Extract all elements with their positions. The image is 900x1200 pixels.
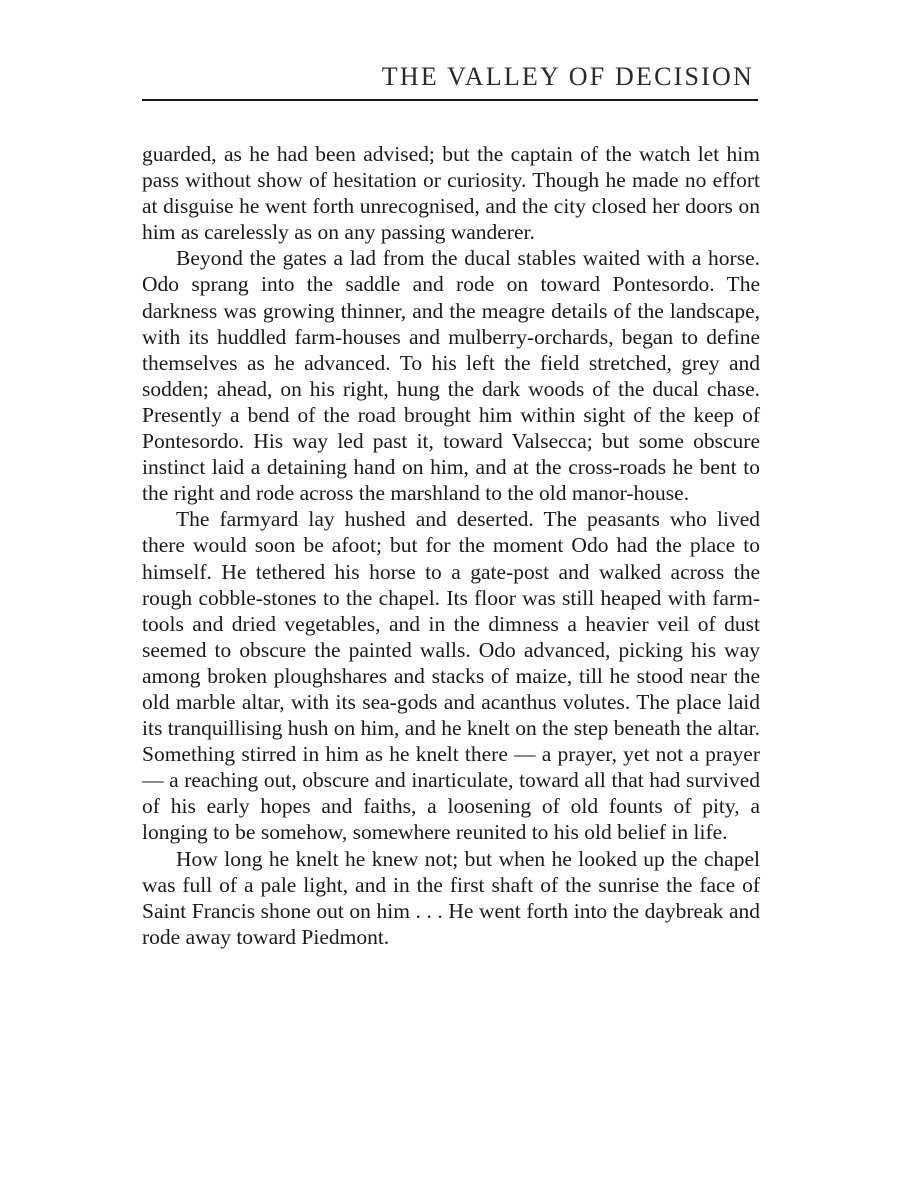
header-rule bbox=[142, 99, 758, 101]
paragraph: Beyond the gates a lad from the ducal stables waited with a horse. Odo sprang into the saddle and rode on toward Pontesordo. The darkness was growing thinner, and the meagre details of the landscape, with its huddled farm-houses and mulberry-orchards, began to define themselves as he advanced. To his left the field stretched, grey and sodden; ahead, on his right, hung the dark woods of the ducal chase. Presently a bend of the road brought him within sight of the keep of Pontesordo. His way led past it, toward Valsecca; but some obscure instinct laid a detaining hand on him, and at the cross-roads he bent to the right and rode across the marshland to the old manor-house. bbox=[142, 246, 760, 506]
paragraph-continued: guarded, as he had been advised; but the captain of the watch let him pass without show of hesitation or curiosity. Though he made no effort at disguise he went forth unrecognised, and the city closed her doors on him as carelessly as on any passing wanderer. bbox=[142, 142, 760, 245]
paragraph: How long he knelt he knew not; but when he looked up the chapel was full of a pale light, and in the first shaft of the sunrise the face of Saint Francis shone out on him . . . He went forth into the daybreak and rode away toward Piedmont. bbox=[142, 846, 760, 949]
body-text bbox=[142, 141, 760, 950]
running-head: THE VALLEY OF DECISION bbox=[381, 62, 754, 91]
paragraph: The farmyard lay hushed and deserted. The peasants who lived there would soon be afoot; but for the moment Odo had the place to himself. He tethered his horse to a gate-post and walked across the rough cobble-stones to the chapel. Its floor was still heaped with farm-tools and dried vegetables, and in the dimness a heavier veil of dust seemed to obscure the painted walls. Odo advanced, picking his way among broken ploughshares and stacks of maize, till he stood near the old marble altar, with its sea-gods and acanthus volutes. The place laid its tranquillising hush on him, and he knelt on the step beneath the altar. Something stirred in him as he knelt there — a prayer, yet not a prayer — a reaching out, obscure and inarticulate, toward all that had survived of his early hopes and faiths, a loosening of old founts of pity, a longing to be somehow, somewhere reunited to his old belief in life. bbox=[142, 507, 761, 845]
